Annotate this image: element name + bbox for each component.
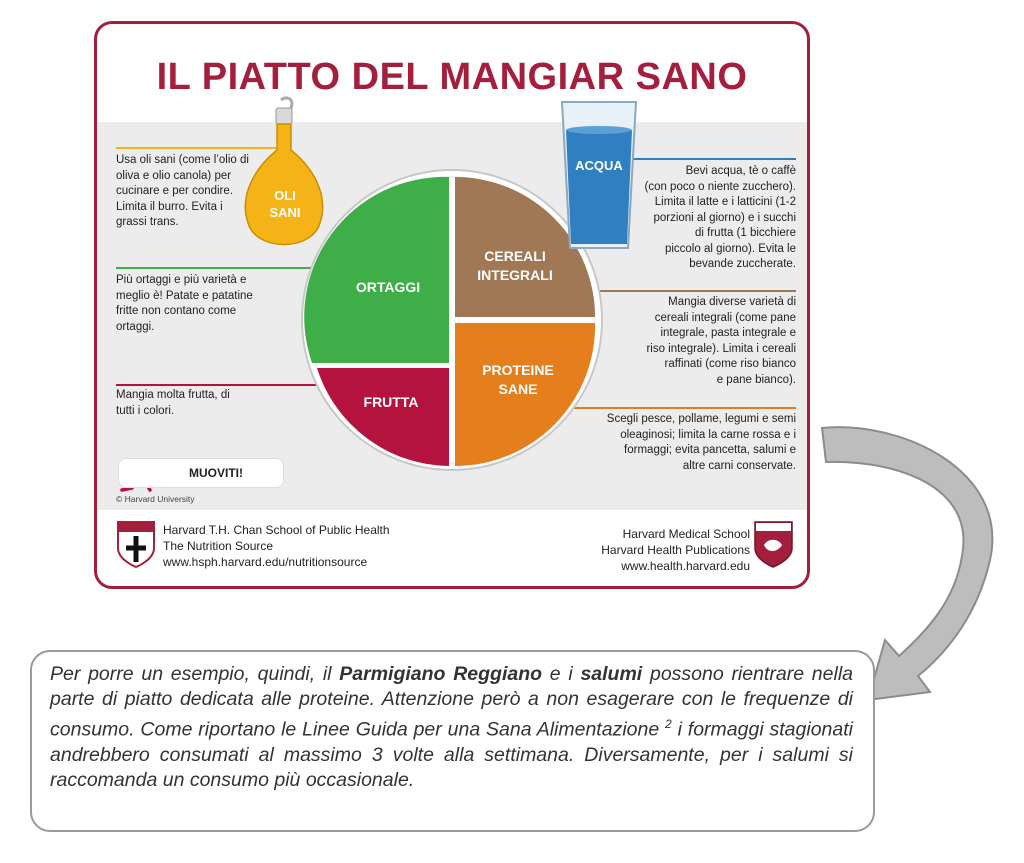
frutta-note: Mangia molta frutta, di tutti i colori. [116, 389, 230, 417]
oli-label-1: OLI [274, 188, 296, 203]
ortaggi-label: ORTAGGI [355, 279, 421, 295]
muoviti-badge [118, 458, 284, 488]
oli-label-2: SANI [269, 205, 301, 220]
ortaggi-note: Più ortaggi e più varietà e meglio è! Patate e patatine fritte non contano come ortaggi. [116, 274, 253, 333]
cereali-label-1: CEREALI [484, 248, 546, 264]
proteine-note: Scegli pesce, pollame, legumi e semi oleaginosi; limita la carne rossa e i formaggi; evita pancetta, salumi e altre carni conservate. [606, 413, 796, 472]
hsph-shield-logo [118, 522, 154, 567]
caption-box: Per porre un esempio, quindi, il Parmigiano Reggiano e i salumi possono rientrare nella parte di piatto dedicata alle proteine. Attenzione però a non esagerare con le frequenze di consumo. Come riportano le Linee Guida per una Sana Alimentazione $^2$ i formaggi stagionati andrebbero consumati al massimo 3 volte alla settimana. Diversamente, per i salumi si raccomanda un consumo più occasionale. [30, 650, 875, 832]
proteine-label-1: PROTEINE [482, 362, 554, 378]
frutta-label: FRUTTA [363, 394, 419, 410]
acqua-note: Bevi acqua, tè o caffè (con poco o niente zucchero). Limita il latte e i latticini (1-2 porzioni al giorno) e i succhi di frutta (1 bicchiere piccolo al giorno). Evita le bevande zuccherate. [644, 165, 796, 270]
proteine-label-2: SANE [498, 381, 538, 397]
muoviti-label: MUOVITI! [189, 466, 243, 480]
oli-note: Usa oli sani (come l’olio di oliva e olio canola) per cucinare e per condire. Limita il burro. Evita i grassi trans. [116, 154, 249, 228]
cereali-label-2: INTEGRALI [477, 267, 553, 283]
ortaggi-section [304, 177, 449, 363]
footer-left: Harvard T.H. Chan School of Public Health The Nutrition Source www.hsph.harvard.edu/nutritionsource [163, 523, 390, 569]
copyright: © Harvard University [116, 494, 195, 504]
acqua-label: ACQUA [575, 158, 623, 173]
footer-right: Harvard Medical School Harvard Health Publications www.health.harvard.edu [601, 527, 750, 573]
cereali-note: Mangia diverse varietà di cereali integrali (come pane integrale, pasta integrale e riso integrale). Limita i cereali raffinati (come riso bianco e pane bianco). [646, 296, 796, 386]
hms-shield-logo [755, 522, 792, 567]
plate-title: IL PIATTO DEL MANGIAR SANO [156, 56, 748, 98]
